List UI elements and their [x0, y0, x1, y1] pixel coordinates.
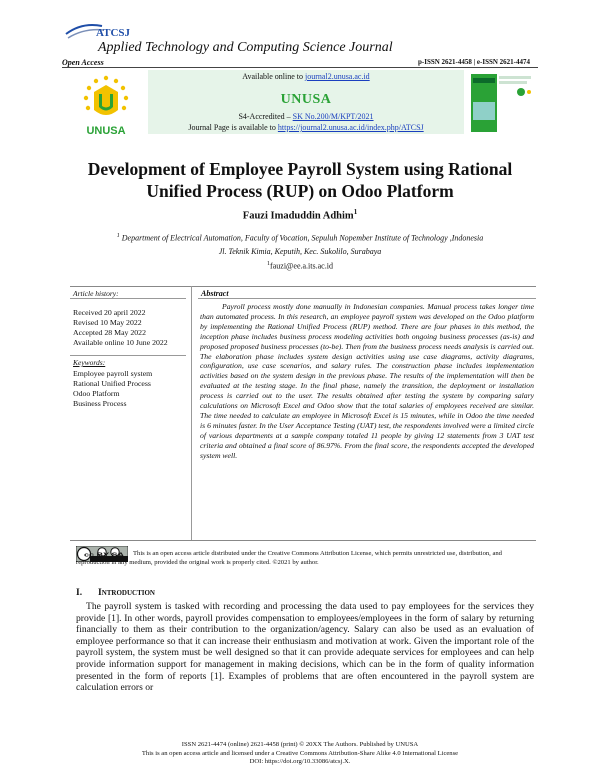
author-email — [60, 261, 540, 271]
title-line-1: Development of Employee Payroll System using Rational — [87, 159, 513, 179]
cc-badge-text: cc BY SA — [84, 552, 125, 559]
info-box-divider — [191, 286, 192, 540]
affiliation-line-2: Jl. Teknik Kimia, Keputih, Kec. Sukolilo, Surabaya — [218, 247, 382, 256]
banner-journal-page — [148, 123, 464, 132]
author-superscript: 1 — [353, 208, 358, 216]
issn-header: p-ISSN 2621-4458 | e-ISSN 2621-4474 — [418, 58, 530, 66]
banner-accreditation — [148, 112, 464, 121]
keyword-item: Business Process — [73, 399, 127, 408]
email-text: fauzi@ee.a.its.ac.id — [270, 261, 333, 271]
abstract-rule — [198, 298, 536, 299]
info-box-bottom-rule — [70, 540, 536, 541]
page-prefix: Journal Page is available to — [188, 123, 278, 132]
journal-name: Applied Technology and Computing Science Journal — [98, 40, 393, 55]
open-access-label: Open Access — [62, 58, 104, 67]
page-footer — [60, 741, 540, 767]
section-title: Introduction — [98, 588, 155, 598]
keywords-label: Keywords: — [73, 358, 106, 367]
journal-cover-thumbnail — [469, 72, 533, 134]
keywords-rule — [70, 355, 186, 356]
journal-banner — [148, 70, 464, 134]
keyword-item: Rational Unified Process — [73, 379, 151, 388]
accred-prefix: S4-Accredited – — [238, 112, 293, 121]
email-superscript: 1 — [267, 261, 271, 267]
footer-issn: ISSN 2621-4474 (online) 2621-4458 (print) © 20XX The Authors. Published by UNUSA — [181, 741, 419, 748]
abstract-text: Payroll process mostly done manually in Indonesian companies. Manual process takes longer time than automated process. In this research, an employee payroll system was developed on the Odoo platform by implementing the Rational Unified Process (RUP) method. There are four phases in this method, the inception phase includes business process modeling activities both ongoing business processes (as-is) and proposed proposed business processes (to-be). Then from the business process needs analysis is carried out. The elaboration phase includes system design activities using use case diagrams, activity diagrams, configuration, use case scenarios, and salary rules. The construction phase includes implementation activities based on the system design in the previous phase. The results of the implementation will then be evaluated at the testing stage. In the final phase, namely the transition, the deployment or installation process is carried out to the user. The results obtained after testing the system by comparing salary calculations on Microsoft Excel and Odoo show that the total salaries of employees received are similar. The time needed to calculate an employee in Microsoft Excel is 15 minutes, while in Odoo the time needed is 6 minutes faster. In the User Acceptance Testing (UAT) test, the respondents involved were a limited circle of various departments at a sample company totaled 11 people by giving 12 statements from 3 UAT test criteria and obtained a final score of 86.97%. From the final score, the respondents accepted the developed system well. — [200, 302, 534, 460]
license-statement: This is an open access article distributed under the Creative Commons Attribution License, which permits unrestricted use, distribution, and reproduction in any medium, provided the original work is properly cited. ©2021 by author. — [76, 550, 502, 566]
history-item: Received 20 april 2022 — [73, 308, 146, 317]
article-history-label: Article history: — [73, 289, 119, 298]
available-prefix: Available online to — [242, 72, 306, 81]
author-name: Fauzi Imaduddin Adhim — [242, 210, 354, 222]
banner-title: UNUSA — [280, 92, 332, 107]
introduction-paragraph: The payroll system is tasked with recording and processing the data used to pay employees for the services they provide [1]. In other words, payroll provides compensation to employees/employees in the form of salary by returning financially to them as their contribution to the organization/agency. Salary can also be used as an evaluation of employee performance so that it can increase their enthusiasm and motivation at work. Given the important role of the payroll system, the system must be well designed so that it can provide adequate services for employees and can help provide information support for management in making decisions, which can be in the form of quality information presented in the form of reports [1]. Examples of problems that are often encountered in the payroll system are calculation errors or — [76, 601, 534, 694]
banner-available-online — [148, 72, 464, 81]
author — [60, 208, 540, 222]
affiliation-line-1 — [60, 233, 540, 243]
article-history-list — [73, 308, 168, 348]
abstract-label: Abstract — [201, 289, 229, 298]
unusa-logo — [78, 72, 134, 142]
affiliation-superscript: 1 — [116, 233, 120, 239]
history-item: Revised 10 May 2022 — [73, 318, 142, 327]
history-item: Available online 10 June 2022 — [73, 338, 168, 347]
keyword-item: Odoo Platform — [73, 389, 120, 398]
atcsj-logo-text: ATCSJ — [96, 27, 131, 39]
footer-license: This is an open access article and licensed under a Creative Commons Attribution-Share Alike 4.0 International License — [141, 749, 459, 757]
header-rule — [62, 67, 538, 68]
accreditation-link[interactable]: SK No.200/M/KPT/2021 — [292, 112, 374, 121]
history-item: Accepted 28 May 2022 — [73, 328, 146, 337]
keywords-list — [73, 369, 152, 409]
section-number: I. — [76, 588, 83, 598]
journal-site-link[interactable]: journal2.unusa.ac.id — [305, 72, 370, 81]
history-rule — [70, 298, 186, 299]
title-line-2: Unified Process (RUP) on Odoo Platform — [146, 181, 454, 201]
journal-page-link[interactable]: https://journal2.unusa.ac.id/index.php/ATCSJ — [277, 123, 424, 132]
footer-doi: DOI: https://doi.org/10.33086/atcsj.X. — [249, 758, 351, 765]
info-box-top-rule — [70, 286, 536, 287]
unusa-logo-text: UNUSA — [86, 125, 126, 137]
paper-title — [60, 158, 540, 202]
section-heading-introduction — [76, 588, 155, 598]
affiliation-text: Department of Electrical Automation, Faculty of Vocation, Sepuluh Nopember Institute of Technology ,Indonesia — [119, 233, 484, 243]
keyword-item: Employee payroll system — [73, 369, 153, 378]
